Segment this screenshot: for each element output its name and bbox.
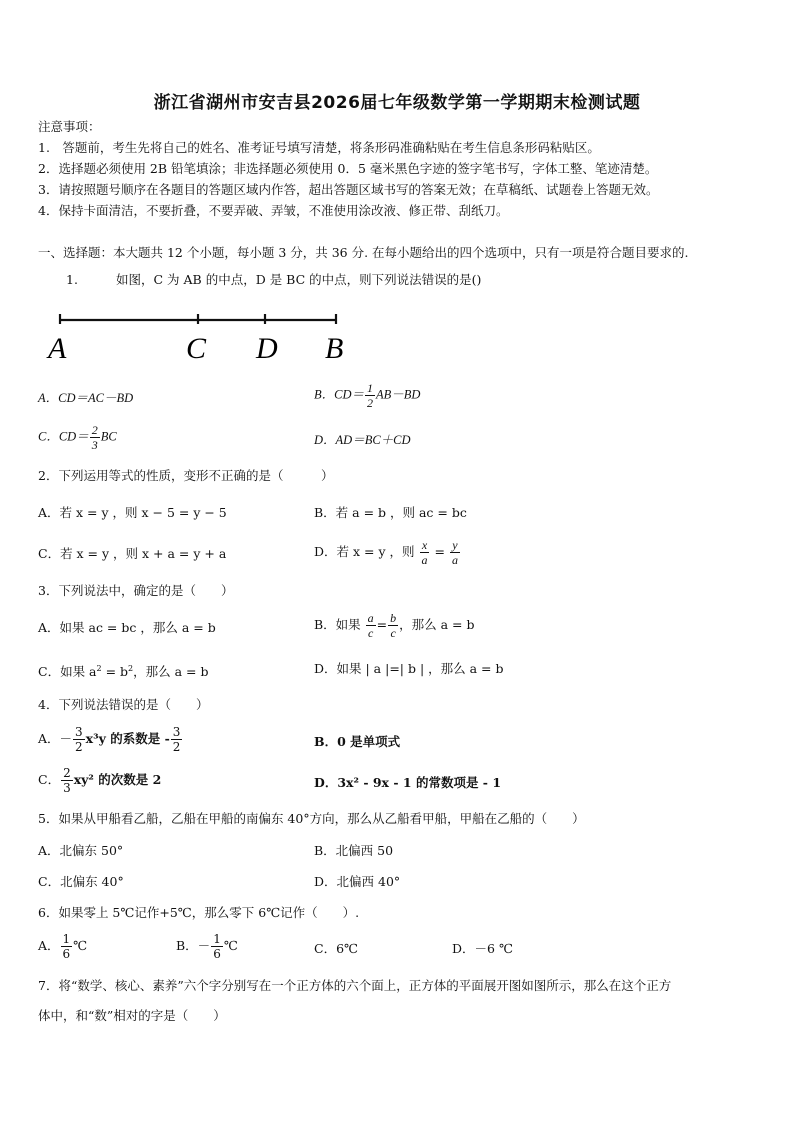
q5-option-a: A．北偏东 50° <box>38 843 124 858</box>
label-c: C <box>186 332 207 365</box>
q1-option-c: C．CD＝ $\frac{2}{3}$ BC <box>38 423 117 452</box>
q3-stem: 3．下列说法中，确定的是（ ） <box>38 583 234 598</box>
q2-option-c: C．若 x = y ，则 x + a = y + a <box>38 546 227 561</box>
notice-item-4: 4．保持卡面清洁，不要折叠，不要弄破、弄皱，不准使用涂改液、修正带、刮纸刀。 <box>38 203 509 218</box>
q3-option-d: D．如果 | a |=| b | ，那么 a = b <box>314 661 504 676</box>
q3-option-c: C．如果 $a^2 = b^2$，那么 a = b <box>38 664 209 680</box>
q7-stem-line2: 体中，和“数”相对的字是（ ） <box>38 1008 226 1023</box>
notice-item-3: 3．请按照题号顺序在各题目的答题区域内作答，超出答题区域书写的答案无效；在草稿纸、试题卷上答题无效。 <box>38 182 659 197</box>
q1-number: 1. <box>66 272 78 287</box>
q4-option-b: B．0 是单项式 <box>314 734 401 749</box>
notice-item-1: 1. 答题前，考生先将自己的姓名、准考证号填写清楚，将条形码准确粘贴在考生信息条形码粘贴区。 <box>38 140 600 155</box>
label-b: B <box>325 332 344 365</box>
q1-stem: 如图，C 为 AB 的中点，D 是 BC 的中点，则下列说法错误的是() <box>116 272 482 287</box>
notice-item-2: 2．选择题必须使用 2B 铅笔填涂；非选择题必须使用 0．5 毫米黑色字迹的签字笔书写，字体工整、笔迹清楚。 <box>38 161 658 176</box>
notice-heading: 注意事项： <box>38 119 101 134</box>
label-a: A <box>48 332 67 365</box>
q2-stem: 2．下列运用等式的性质，变形不正确的是（ ） <box>38 468 334 483</box>
q5-option-d: D．北偏西 40° <box>314 874 401 889</box>
q2-option-a: A．若 x = y ，则 x − 5 = y − 5 <box>38 505 227 520</box>
q1-option-a: A．CD＝AC－BD <box>38 391 134 405</box>
page-title: 浙江省湖州市安吉县2026届七年级数学第一学期期末检测试题 <box>153 93 641 113</box>
q2-option-d: D．若 x = y ，则 $\frac{x}{a}$ = $\frac{y}{a}$ <box>314 538 458 567</box>
section-heading: 一、选择题：本大题共 12 个小题，每小题 3 分，共 36 分. 在每小题给出的四个选项中，只有一项是符合题目要求的. <box>38 245 689 260</box>
q4-stem: 4．下列说法错误的是（ ） <box>38 697 209 712</box>
label-d: D <box>256 332 278 365</box>
q6-option-a: A． $\frac{1}{6}$ ℃ <box>38 932 88 961</box>
q6-option-c: C．6℃ <box>314 941 359 956</box>
q3-option-b: B．如果 $\frac{a}{c}$ = $\frac{b}{c}$ ，那么 a = b <box>314 611 475 640</box>
segment-figure <box>40 308 360 368</box>
q3-option-a: A．如果 ac = bc ，那么 a = b <box>38 620 216 635</box>
q6-option-d: D．－6 ℃ <box>452 941 513 956</box>
q4-option-c: C． $\frac{2}{3}$ xy² 的次数是 2 <box>38 766 162 795</box>
q5-option-c: C．北偏东 40° <box>38 874 124 889</box>
q6-option-b: B．－ $\frac{1}{6}$ ℃ <box>176 932 238 961</box>
q6-stem: 6．如果零上 5℃记作+5℃，那么零下 6℃记作（ ）. <box>38 905 360 920</box>
q7-stem-line1: 7．将“数学、核心、素养”六个字分别写在一个正方体的六个面上，正方体的平面展开图如图所示，那么在这个正方 <box>38 978 672 993</box>
q1-option-d: D．AD＝BC＋CD <box>314 433 411 447</box>
q4-option-a: A．－ $\frac{3}{2}$ x³y 的系数是 - $\frac{3}{2}$ <box>38 725 181 754</box>
q5-stem: 5．如果从甲船看乙船，乙船在甲船的南偏东 40°方向，那么从乙船看甲船，甲船在乙船的（ ） <box>38 811 585 826</box>
q1-option-b: B．CD＝ $\frac{1}{2}$ AB－BD <box>314 381 421 410</box>
q4-option-d: D．3x² - 9x - 1 的常数项是 - 1 <box>314 775 502 790</box>
q2-option-b: B．若 a = b ，则 ac = bc <box>314 505 467 520</box>
q5-option-b: B．北偏西 50 <box>314 843 394 858</box>
